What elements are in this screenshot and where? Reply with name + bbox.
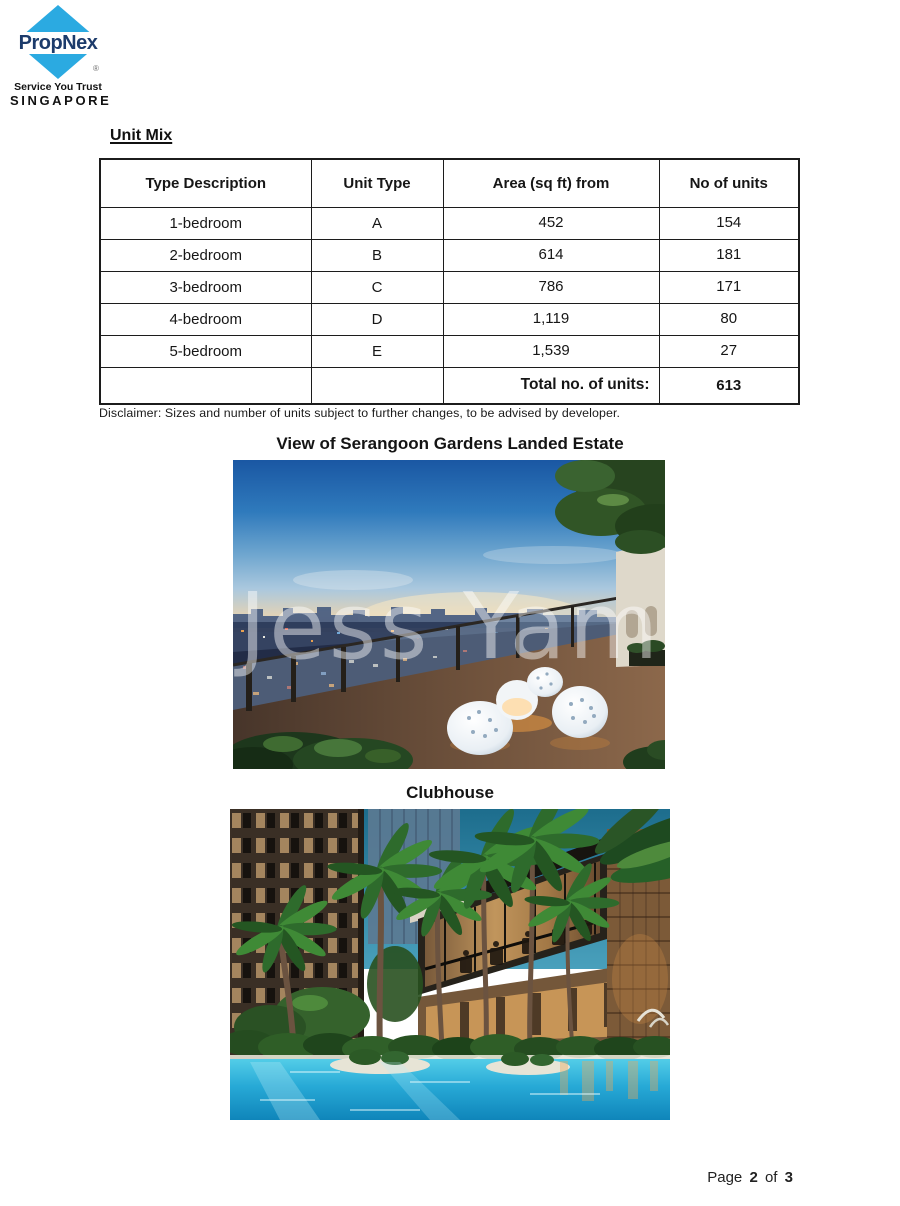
table-row xyxy=(100,207,799,239)
cell-unit-type: D xyxy=(311,303,443,335)
cell-units: 27 xyxy=(659,335,799,367)
total-value-cell: 613 xyxy=(659,367,799,404)
header-type-description: Type Description xyxy=(100,159,311,207)
cell-unit-type: C xyxy=(311,271,443,303)
cell-units: 171 xyxy=(659,271,799,303)
header-area-from: Area (sq ft) from xyxy=(443,159,659,207)
serangoon-view-photo xyxy=(233,460,665,769)
footer-page-label: Page xyxy=(707,1169,743,1186)
footer-total-pages: 3 xyxy=(784,1169,793,1186)
logo-country: SINGAPORE xyxy=(10,93,112,108)
cell-unit-type: B xyxy=(311,239,443,271)
cell-type: 1-bedroom xyxy=(100,207,311,239)
table-row xyxy=(100,303,799,335)
logo-brand-text: PropNex xyxy=(18,31,98,54)
unit-mix-title: Unit Mix xyxy=(110,127,173,144)
propnex-logo xyxy=(8,2,112,108)
cell-type: 3-bedroom xyxy=(100,271,311,303)
cell-area: 1,119 xyxy=(443,303,659,335)
cell-units: 154 xyxy=(659,207,799,239)
table-header-row xyxy=(100,159,799,207)
table-row xyxy=(100,271,799,303)
clubhouse-photo xyxy=(230,809,670,1120)
footer-of-label: of xyxy=(764,1169,778,1186)
total-label-cell: Total no. of units: xyxy=(443,367,659,404)
registered-trademark-icon: ® xyxy=(93,64,99,73)
empty-cell xyxy=(311,367,443,404)
cell-units: 80 xyxy=(659,303,799,335)
empty-cell xyxy=(100,367,311,404)
cell-area: 614 xyxy=(443,239,659,271)
footer-page-number: 2 xyxy=(749,1169,758,1186)
cell-area: 1,539 xyxy=(443,335,659,367)
header-no-of-units: No of units xyxy=(659,159,799,207)
cell-unit-type: E xyxy=(311,335,443,367)
cell-type: 2-bedroom xyxy=(100,239,311,271)
table-row xyxy=(100,335,799,367)
cell-type: 5-bedroom xyxy=(100,335,311,367)
view-caption: View of Serangoon Gardens Landed Estate xyxy=(276,434,624,453)
logo-tagline: Service You Trust xyxy=(14,81,102,93)
logo-band xyxy=(8,32,108,54)
watermark-text: Jess Yam xyxy=(239,573,662,680)
disclaimer-text: Disclaimer: Sizes and number of units subject to further changes, to be advised by developer. xyxy=(99,406,621,420)
figure-clubhouse xyxy=(230,783,670,1120)
page-footer xyxy=(593,1169,793,1186)
cell-area: 786 xyxy=(443,271,659,303)
table-row xyxy=(100,239,799,271)
cell-units: 181 xyxy=(659,239,799,271)
figure-serangoon-view xyxy=(233,434,667,769)
cell-unit-type: A xyxy=(311,207,443,239)
cell-type: 4-bedroom xyxy=(100,303,311,335)
table-total-row xyxy=(100,367,799,404)
unit-mix-table xyxy=(99,158,800,405)
header-unit-type: Unit Type xyxy=(311,159,443,207)
cell-area: 452 xyxy=(443,207,659,239)
clubhouse-caption: Clubhouse xyxy=(406,783,494,802)
